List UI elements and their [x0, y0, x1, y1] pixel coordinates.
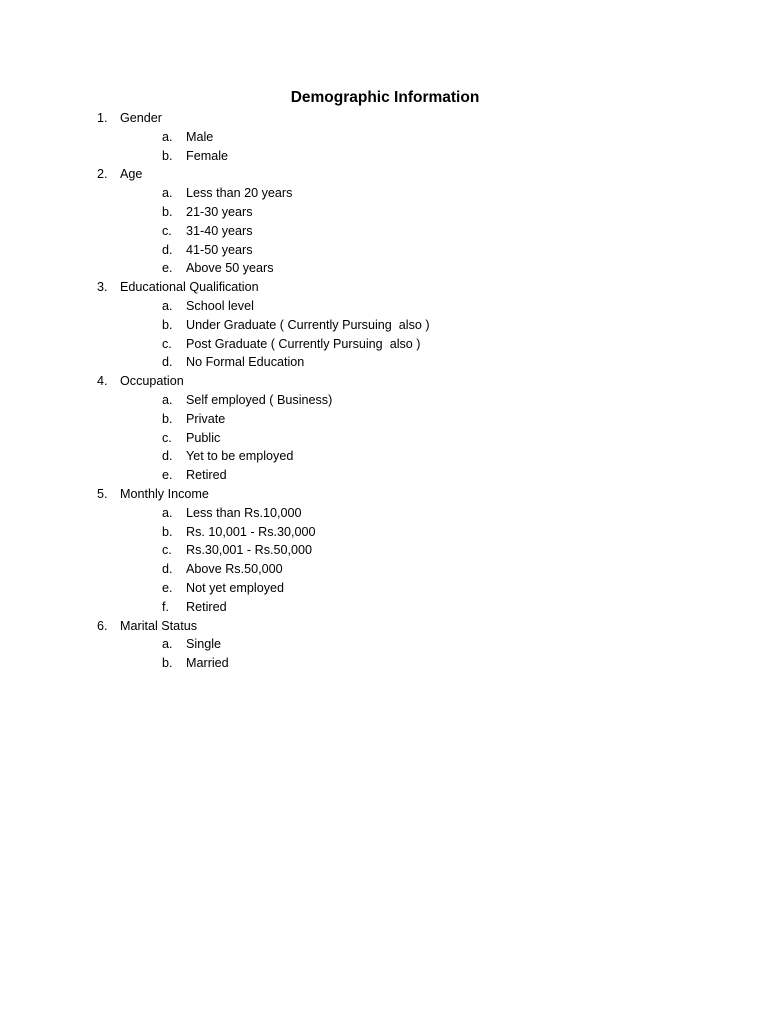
- question-label: Occupation: [120, 374, 184, 389]
- option-letter: c.: [162, 543, 172, 558]
- option-text: 41-50 years: [186, 242, 253, 257]
- option-text: Public: [186, 430, 221, 445]
- option-letter: b.: [162, 204, 173, 219]
- option-letter: d.: [162, 562, 173, 577]
- question-number: 2.: [97, 167, 108, 182]
- option-text: Less than 20 years: [186, 186, 293, 201]
- question-row: [0, 165, 768, 184]
- option-text: Private: [186, 411, 226, 426]
- question-number: 6.: [97, 618, 108, 633]
- option-text: Retired: [186, 468, 227, 483]
- option-row: [0, 335, 768, 354]
- option-text: Yet to be employed: [186, 449, 294, 464]
- option-row: [0, 504, 768, 523]
- option-row: [0, 560, 768, 579]
- option-letter: e.: [162, 580, 173, 595]
- document-title: Demographic Information: [290, 89, 480, 106]
- option-letter: a.: [162, 505, 173, 520]
- option-row: [0, 654, 768, 673]
- option-row: [0, 429, 768, 448]
- question-row: [0, 372, 768, 391]
- question-number: 5.: [97, 486, 108, 501]
- option-text: Less than Rs.10,000: [186, 505, 302, 520]
- option-letter: b.: [162, 317, 173, 332]
- option-row: [0, 316, 768, 335]
- option-letter: a.: [162, 298, 173, 313]
- option-row: [0, 541, 768, 560]
- question-number: 1.: [97, 111, 108, 125]
- option-row: [0, 598, 768, 617]
- option-letter: d.: [162, 355, 173, 370]
- option-text: Above 50 years: [186, 261, 274, 276]
- option-row: [0, 447, 768, 466]
- question-label: Educational Qualification: [120, 280, 259, 295]
- question-label: Gender: [120, 111, 163, 125]
- option-text: Self employed ( Business): [186, 392, 333, 407]
- option-letter: b.: [162, 656, 173, 671]
- option-row: [0, 391, 768, 410]
- option-text: 21-30 years: [186, 204, 253, 219]
- option-row: [0, 128, 768, 147]
- option-text: 31-40 years: [186, 223, 253, 238]
- option-text: School level: [186, 298, 254, 313]
- option-letter: e.: [162, 261, 173, 276]
- question-label: Monthly Income: [120, 486, 209, 501]
- option-letter: c.: [162, 336, 172, 351]
- option-text: Post Graduate ( Currently Pursuing also ): [186, 336, 421, 351]
- question-label: Marital Status: [120, 618, 197, 633]
- option-letter: f.: [162, 599, 169, 614]
- option-letter: a.: [162, 637, 173, 652]
- option-letter: b.: [162, 524, 173, 539]
- option-letter: b.: [162, 411, 173, 426]
- option-text: Single: [186, 637, 222, 652]
- question-label: Age: [120, 167, 143, 182]
- option-row: [0, 259, 768, 278]
- option-text: Retired: [186, 599, 227, 614]
- option-letter: a.: [162, 129, 173, 144]
- option-row: [0, 147, 768, 166]
- option-text: No Formal Education: [186, 355, 305, 370]
- option-row: [0, 466, 768, 485]
- option-text: Not yet employed: [186, 580, 285, 595]
- option-text: Married: [186, 656, 229, 671]
- option-row: [0, 410, 768, 429]
- option-letter: a.: [162, 392, 173, 407]
- option-text: Rs.30,001 - Rs.50,000: [186, 543, 313, 558]
- option-row: [0, 297, 768, 316]
- option-row: [0, 579, 768, 598]
- option-row: [0, 523, 768, 542]
- option-letter: b.: [162, 148, 173, 163]
- option-text: Male: [186, 129, 214, 144]
- question-number: 3.: [97, 280, 108, 295]
- question-row: [0, 617, 768, 636]
- option-letter: a.: [162, 186, 173, 201]
- option-letter: c.: [162, 223, 172, 238]
- option-row: [0, 184, 768, 203]
- option-row: [0, 222, 768, 241]
- option-text: Above Rs.50,000: [186, 562, 283, 577]
- option-row: [0, 353, 768, 372]
- question-number: 4.: [97, 374, 108, 389]
- question-row: [0, 109, 768, 128]
- option-letter: c.: [162, 430, 172, 445]
- option-row: [0, 635, 768, 654]
- option-text: Female: [186, 148, 228, 163]
- option-letter: e.: [162, 468, 173, 483]
- question-row: [0, 278, 768, 297]
- option-text: Under Graduate ( Currently Pursuing also ): [186, 317, 430, 332]
- option-letter: d.: [162, 242, 173, 257]
- option-row: [0, 203, 768, 222]
- question-list: [0, 109, 768, 673]
- question-row: [0, 485, 768, 504]
- option-text: Rs. 10,001 - Rs.30,000: [186, 524, 316, 539]
- option-row: [0, 241, 768, 260]
- option-letter: d.: [162, 449, 173, 464]
